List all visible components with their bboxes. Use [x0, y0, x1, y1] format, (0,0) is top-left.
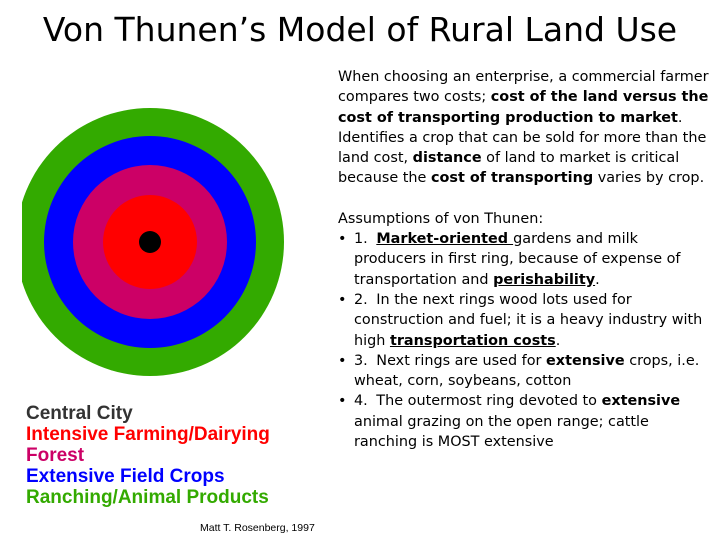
intro-bold-transport: cost of transporting [430, 170, 594, 187]
intro-text-3: of land to market is critical because the [338, 150, 680, 187]
item-number: 1. [354, 231, 368, 248]
intro-text-2: . Identifies a crop that can be sold for more than the land cost, [338, 109, 707, 167]
assumptions-list [338, 229, 714, 452]
market-oriented-term: Market-oriented [376, 231, 514, 248]
land-use-legend [26, 403, 270, 508]
image-credit: Matt T. Rosenberg, 1997 [200, 522, 315, 534]
intro-text-1: When choosing an enterprise, a commercial farmer compares two costs; [338, 69, 709, 106]
item-text: . [555, 332, 561, 349]
legend-extensive-field-crops: Extensive Field Crops [26, 466, 225, 487]
intro-bold-distance: distance [412, 150, 482, 167]
extensive-term: extensive [546, 352, 625, 369]
item-text: Next rings are used for [371, 352, 547, 369]
concentric-rings [22, 72, 322, 402]
item-text: . [595, 271, 600, 288]
extensive-term: extensive [601, 393, 681, 410]
assumptions-heading: Assumptions of von Thunen: [338, 210, 544, 227]
item-number: 4. [354, 393, 368, 410]
intro-paragraph [338, 67, 714, 189]
item-number: 2. [354, 291, 368, 308]
item-text: In the next rings wood lots used for construction and fuel; it is a heavy industry with high [354, 291, 703, 349]
item-text: The outermost ring devoted to [371, 393, 602, 410]
item-text: crops, i.e. wheat, corn, soybeans, cotton [354, 352, 700, 390]
central-city-dot [139, 231, 161, 253]
legend-intensive-farming: Intensive Farming/Dairying [26, 424, 270, 445]
intro-bold-cost: cost of the land versus the cost of transporting production to market [338, 89, 709, 126]
legend-ranching: Ranching/Animal Products [26, 487, 269, 508]
legend-forest: Forest [26, 445, 85, 466]
assumption-item [338, 391, 714, 452]
assumption-item [338, 351, 714, 392]
transportation-costs-term: transportation costs [389, 332, 556, 349]
perishability-term: perishability [493, 271, 596, 288]
item-number: 3. [354, 352, 368, 369]
legend-central-city: Central City [26, 403, 133, 424]
slide-body [338, 67, 714, 452]
item-text: gardens and milk producers in first ring, because of expense of transportation and [354, 231, 681, 288]
slide-title: Von Thunen’s Model of Rural Land Use [42, 10, 678, 49]
intro-text-4: varies by crop. [593, 170, 705, 187]
item-text: animal grazing on the open range; cattle ranching is MOST extensive [354, 413, 649, 451]
assumption-item [338, 290, 714, 351]
assumption-item [338, 229, 714, 290]
